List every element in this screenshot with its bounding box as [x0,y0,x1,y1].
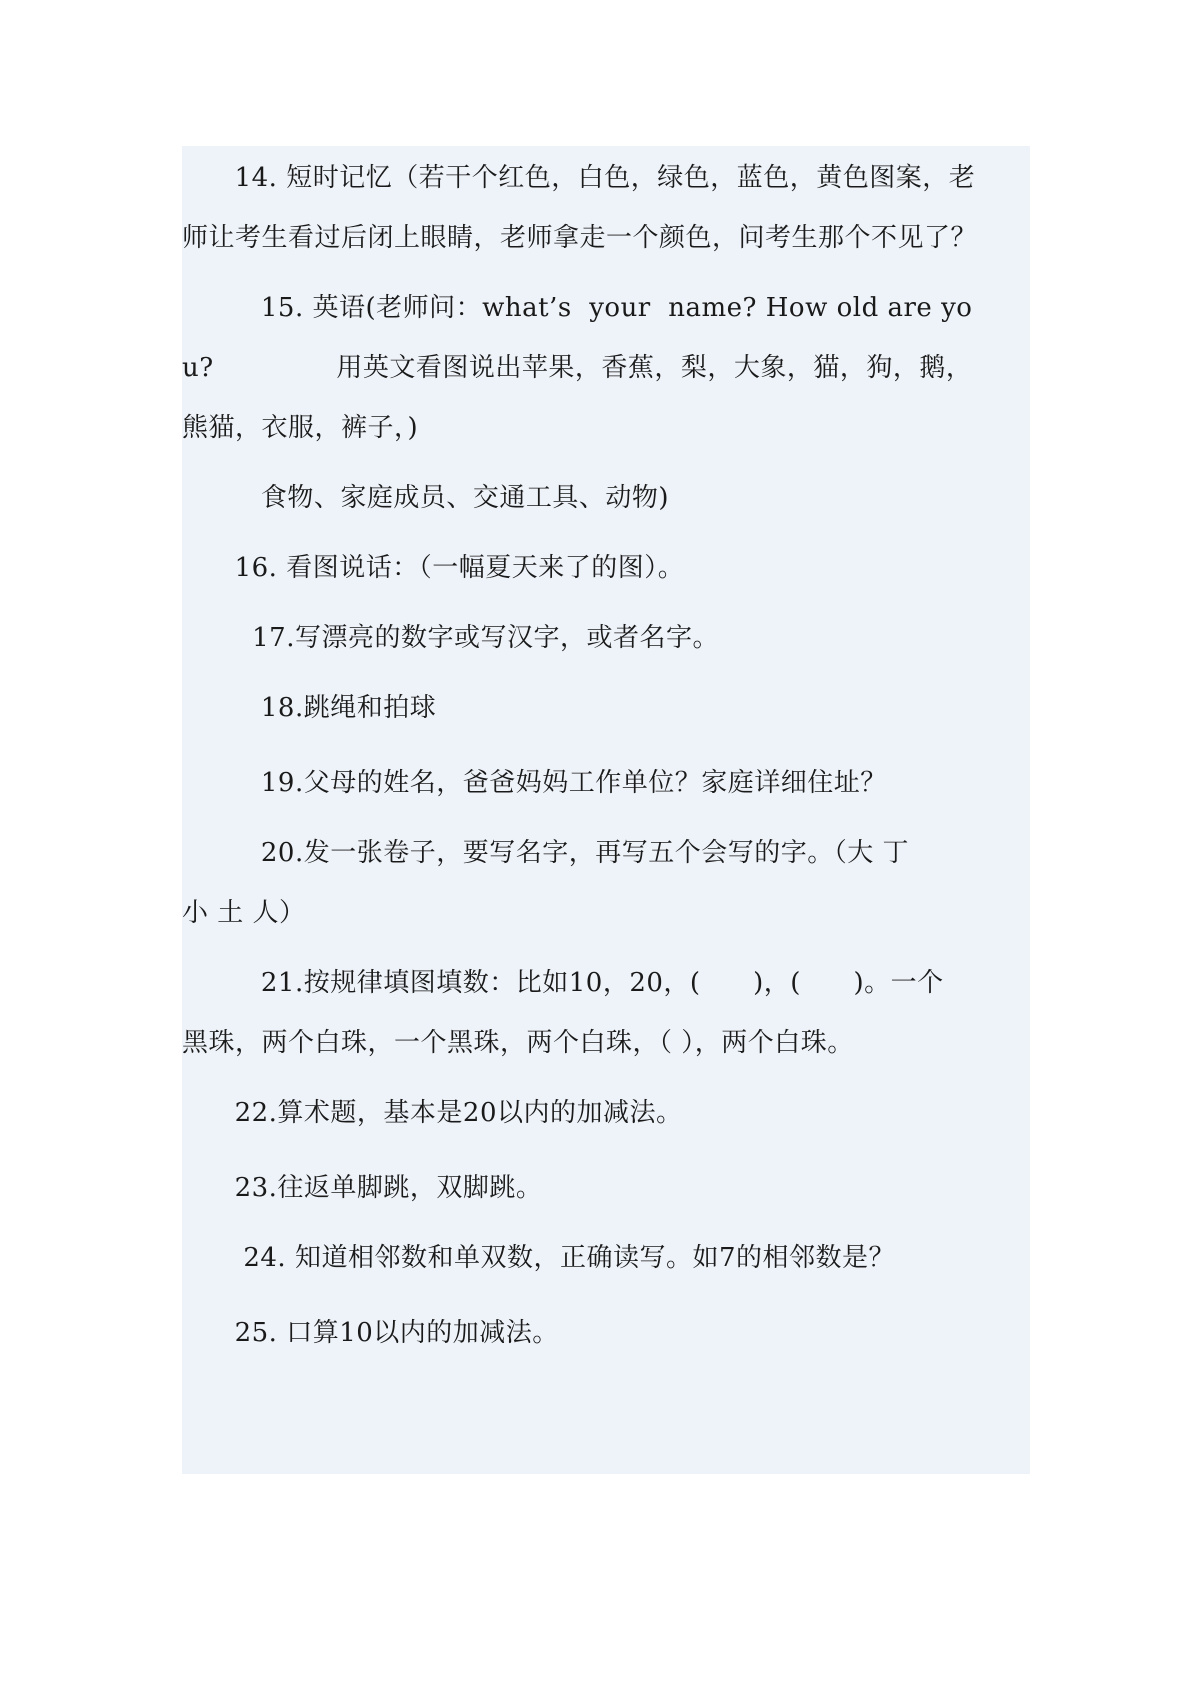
item-24-line-1: 24. 知道相邻数和单双数，正确读写。如7的相邻数是？ [182,1243,896,1273]
document-content [182,146,1030,1474]
item-19-line-1: 19.父母的姓名，爸爸妈妈工作单位？家庭详细住址？ [182,768,887,798]
item-21-line-2: 黑珠，两个白珠，一个黑珠，两个白珠，（ ），两个白珠。 [182,1028,854,1058]
item-15-line-4: 食物、家庭成员、交通工具、动物) [182,483,670,513]
item-15-line-2: u? 用英文看图说出苹果，香蕉，梨，大象，猫，狗，鹅， [182,353,973,383]
item-23-line-1: 23.往返单脚跳，双脚跳。 [182,1173,543,1203]
item-25-line-1: 25. 口算10以内的加减法。 [182,1318,559,1348]
item-20-line-1: 20.发一张卷子，要写名字，再写五个会写的字。（大 丁 [182,838,909,868]
item-18-line-1: 18.跳绳和拍球 [182,693,437,723]
item-15-line-3: 熊猫，衣服，裤子，) [182,413,419,443]
item-14-line-1: 14. 短时记忆（若干个红色，白色，绿色，蓝色，黄色图案，老 [182,163,976,193]
item-22-line-1: 22.算术题，基本是20以内的加减法。 [182,1098,683,1128]
item-14-line-2: 师让考生看过后闭上眼睛，老师拿走一个颜色，问考生那个不见了？ [182,223,978,253]
item-17-line-1: 17.写漂亮的数字或写汉字，或者名字。 [182,623,719,653]
item-16-line-1: 16. 看图说话：（一幅夏天来了的图）。 [182,553,685,583]
item-15-line-1: 15. 英语(老师问：what’s your name? How old are yo [182,293,973,323]
item-21-line-1: 21.按规律填图填数：比如10，20，( )，( )。一个 [182,968,944,998]
item-20-line-2: 小 土 人） [182,898,306,928]
